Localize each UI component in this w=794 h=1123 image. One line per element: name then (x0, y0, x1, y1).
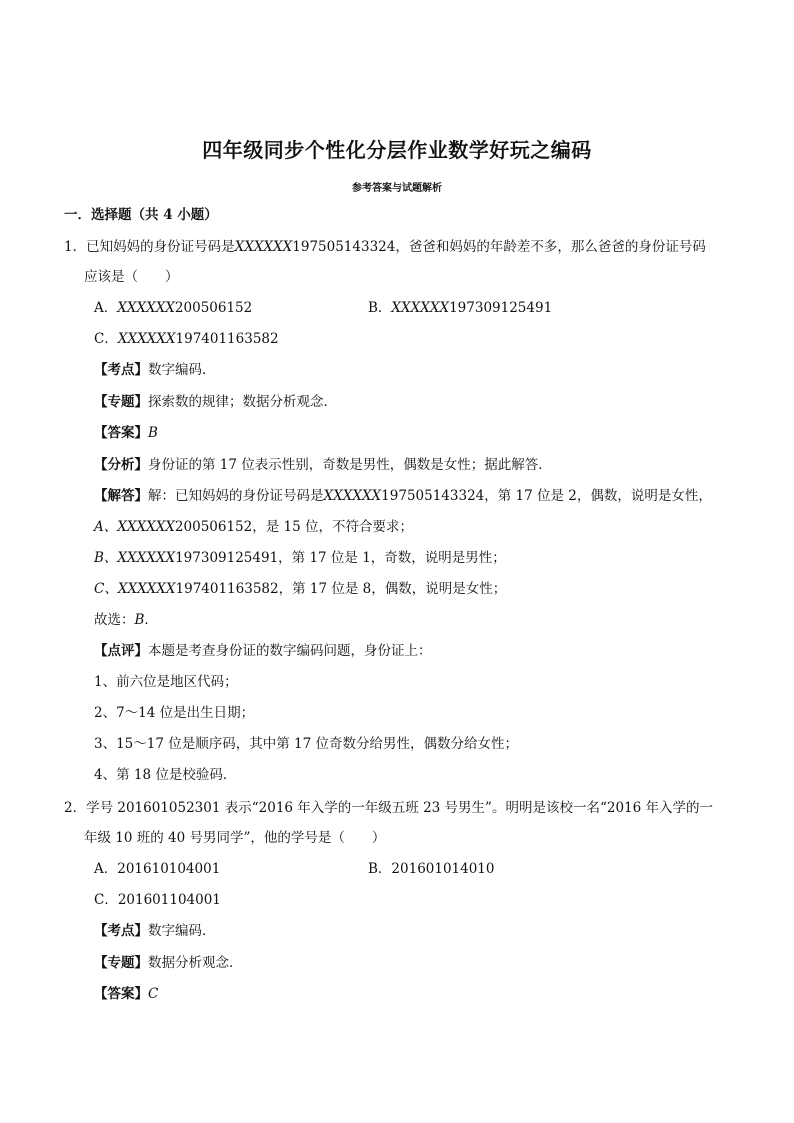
q2-option-c: C．201601104001 (94, 892, 221, 908)
q1-option-a-label: A． (94, 300, 118, 316)
q1-option-b-x: XXXXXX (391, 300, 450, 316)
q2-kaodian (94, 922, 216, 940)
q1-fenxi (94, 456, 552, 474)
q1-guxuan-ans: B (134, 612, 145, 628)
section-heading: 一．选择题（共 4 小题） (64, 207, 218, 223)
q1-zhuanti-tag: 【专题】 (94, 394, 148, 410)
q1-option-a-x: XXXXXX (117, 300, 175, 316)
q1-line-c (94, 580, 506, 598)
q1-line-c-pre: C (94, 581, 105, 597)
q1-kaodian-tag: 【考点】 (94, 362, 148, 378)
q1-option-b-num: 197309125491 (449, 300, 553, 316)
q2-daan-tag: 【答案】 (94, 986, 148, 1002)
q1-stem-pre: 1．已知妈妈的身份证号码是 (64, 239, 235, 255)
q1-line-b-post: 197309125491，第 17 位是 1，奇数，说明是男性； (175, 550, 506, 566)
q1-point-2: 2、7～14 位是出生日期； (94, 705, 255, 721)
q2-kaodian-text: 数字编码． (148, 923, 216, 939)
q2-daan-text: C (148, 986, 159, 1002)
q1-option-c-num: 197401163582 (175, 331, 279, 347)
q1-dianping-tag: 【点评】 (94, 643, 148, 659)
q2-stem-line2: 年级 10 班的 40 号男同学”，他的学号是（ ） (84, 830, 386, 846)
q1-option-c-label: C． (94, 331, 118, 347)
q2-stem-line1: 2．学号 201601052301 表示“2016 年入学的一年级五班 23 号男生”。明明是该校一名“2016 年入学的一 (64, 800, 714, 816)
q2-daan (94, 985, 158, 1003)
q2-kaodian-tag: 【考点】 (94, 923, 148, 939)
q1-zhuanti (94, 393, 337, 411)
q1-dianping (94, 642, 432, 660)
q1-line-b (94, 549, 506, 567)
page-title: 四年级同步个性化分层作业数学好玩之编码 (202, 138, 592, 162)
q1-stem-post: 197505143324，爸爸和妈妈的年龄差不多，那么爸爸的身份证号码 (292, 239, 706, 255)
q1-guxuan-pre: 故选： (94, 612, 135, 628)
q1-fenxi-text: 身份证的第 17 位表示性别，奇数是男性，偶数是女性；据此解答． (148, 457, 552, 473)
q1-line-a-x: 、XXXXXX (103, 519, 175, 535)
q2-option-b: B．201601014010 (368, 861, 495, 877)
q1-daan-text: B (148, 425, 158, 441)
q1-jieda-x: XXXXXX (323, 488, 382, 504)
page-subtitle: 参考答案与试题解析 (352, 183, 442, 194)
q2-zhuanti (94, 954, 243, 972)
q2-zhuanti-tag: 【专题】 (94, 955, 148, 971)
q1-option-a (94, 299, 252, 317)
q1-jieda-tag: 【解答】 (94, 488, 148, 504)
q2-option-a: A．201610104001 (94, 861, 221, 877)
q1-option-b-label: B． (368, 300, 392, 316)
q1-line-c-post: 197401163582，第 17 位是 8，偶数，说明是女性； (175, 581, 507, 597)
q1-kaodian (94, 361, 216, 379)
q1-jieda-post: 197505143324，第 17 位是 2，偶数，说明是女性， (381, 488, 712, 504)
q1-line-a-post: 200506152，是 15 位，不符合要求； (174, 519, 413, 535)
q1-daan (94, 424, 158, 442)
q1-line-a (94, 518, 413, 536)
q1-point-3: 3、15～17 位是顺序码，其中第 17 位奇数分给男性，偶数分给女性； (94, 736, 518, 752)
q1-point-1: 1、前六位是地区代码； (94, 674, 238, 690)
q1-option-b (368, 299, 552, 317)
q1-line-b-pre: B (94, 550, 104, 566)
q1-zhuanti-text: 探索数的规律；数据分析观念． (148, 394, 337, 410)
q1-option-c (94, 330, 279, 348)
q2-zhuanti-text: 数据分析观念． (148, 955, 243, 971)
q1-daan-tag: 【答案】 (94, 425, 148, 441)
q1-jieda (94, 487, 712, 505)
q1-kaodian-text: 数字编码． (148, 362, 216, 378)
q1-stem-line2: 应该是（ ） (84, 269, 179, 285)
q1-jieda-pre: 解：已知妈妈的身份证号码是 (148, 488, 324, 504)
q1-option-a-num: 200506152 (174, 300, 253, 316)
q1-option-c-x: XXXXXX (117, 331, 176, 347)
q1-guxuan (94, 611, 158, 629)
q1-stem-line1 (64, 238, 706, 256)
q1-dianping-text: 本题是考查身份证的数字编码问题，身份证上： (148, 643, 432, 659)
q1-fenxi-tag: 【分析】 (94, 457, 148, 473)
q1-line-b-x: 、XXXXXX (103, 550, 176, 566)
q1-point-4: 4、第 18 位是校验码． (94, 767, 237, 783)
q1-guxuan-post: ． (144, 612, 158, 628)
q1-line-a-pre: A (94, 519, 104, 535)
q1-line-c-x: 、XXXXXX (104, 581, 176, 597)
q1-stem-x: XXXXXX (234, 239, 293, 255)
